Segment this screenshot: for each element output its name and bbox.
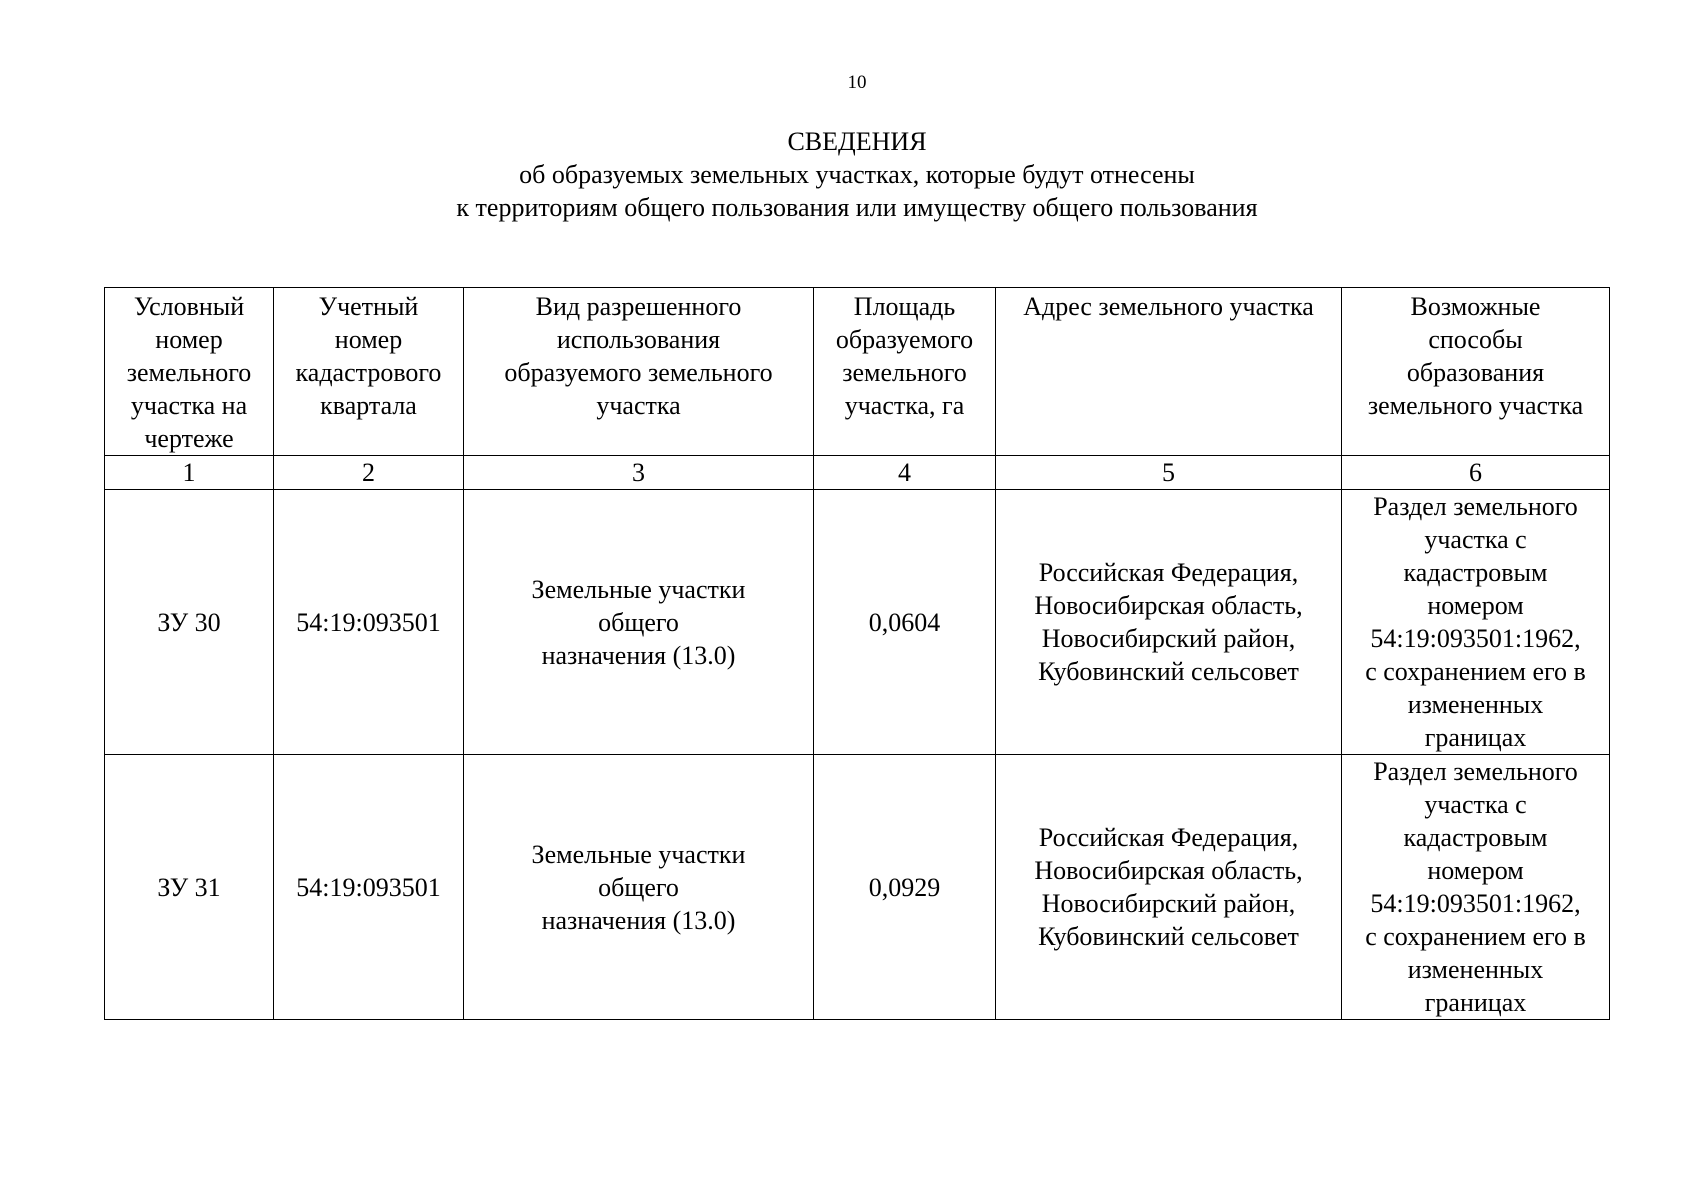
cell-formation-method: [1342, 490, 1610, 755]
cell-text-line: образуемого: [835, 325, 974, 354]
cell-text-line: границах: [1424, 723, 1527, 752]
page-number: 10: [847, 72, 867, 93]
heading-title: СВЕДЕНИЯ: [787, 127, 927, 156]
cell-text-line: земельного: [842, 358, 967, 387]
cell-text-line: земельного участка: [1367, 391, 1584, 420]
cell-area: 0,0604: [814, 490, 996, 755]
column-number-row: [105, 456, 1610, 490]
cell-text-line: кадастровым: [1403, 823, 1548, 852]
cell-text-line: использования: [556, 325, 721, 354]
cell-text-line: Вид разрешенного: [535, 292, 742, 321]
cell-text-line: Возможные: [1410, 292, 1541, 321]
cell-text-line: чертеже: [144, 424, 234, 453]
cell-text-line: назначения (13.0): [541, 905, 736, 935]
cell-text-line: общего: [598, 607, 679, 637]
cell-text-line: Условный: [133, 292, 245, 321]
cell-text-line: участка с: [1424, 790, 1527, 819]
cell-text-line: участка на: [130, 391, 248, 420]
table-row: [105, 755, 1610, 1020]
cell-address: [996, 490, 1342, 755]
heading-subtitle-line-2: к территориям общего пользования или имуществу общего пользования: [456, 193, 1258, 222]
cell-text-line: квартала: [320, 391, 417, 420]
cell-text-line: Раздел земельного: [1373, 757, 1578, 786]
cell-text-line: Российская Федерация,: [1038, 823, 1299, 852]
cell-text-line: кадастровым: [1403, 558, 1548, 587]
cell-cadastral-quarter: 54:19:093501: [274, 490, 464, 755]
cell-cadastral-quarter: 54:19:093501: [274, 755, 464, 1020]
cell-text-line: участка, га: [844, 391, 965, 420]
cell-conditional-number: ЗУ 31: [105, 755, 274, 1020]
cell-text-line: Земельные участки: [531, 574, 746, 604]
cell-conditional-number: ЗУ 30: [105, 490, 274, 755]
cell-permitted-use: [464, 490, 814, 755]
cell-text-line: Учетный: [318, 292, 419, 321]
column-number: 3: [464, 456, 814, 490]
cell-text-line: 54:19:093501:1962,: [1370, 624, 1581, 653]
cell-text-line: Земельные участки: [531, 839, 746, 869]
cell-text-line: номер: [334, 325, 403, 354]
cell-text-line: Новосибирская область,: [1034, 591, 1303, 620]
cell-text-line: Российская Федерация,: [1038, 558, 1299, 587]
column-number: 4: [814, 456, 996, 490]
cell-text-line: Новосибирский район,: [1041, 624, 1296, 653]
column-number: 2: [274, 456, 464, 490]
header-cadastral-quarter: [274, 288, 464, 456]
cell-text-line: общего: [598, 872, 679, 902]
land-plots-table: [104, 287, 1610, 1020]
header-address: [996, 288, 1342, 456]
table-row: [105, 490, 1610, 755]
cell-text-line: измененных: [1407, 955, 1544, 984]
column-number: 1: [105, 456, 274, 490]
cell-text-line: Новосибирский район,: [1041, 889, 1296, 918]
cell-text-line: 54:19:093501:1962,: [1370, 889, 1581, 918]
document-heading: [0, 125, 1697, 224]
cell-text-line: кадастрового: [295, 358, 442, 387]
cell-text-line: образуемого земельного: [504, 358, 773, 387]
cell-text-line: Новосибирская область,: [1034, 856, 1303, 885]
cell-permitted-use: [464, 755, 814, 1020]
cell-text-line: Адрес земельного участка: [1023, 292, 1314, 321]
header-permitted-use: [464, 288, 814, 456]
header-formation-method: [1342, 288, 1610, 456]
cell-text-line: номером: [1427, 856, 1524, 885]
cell-text-line: Площадь: [853, 292, 956, 321]
cell-text-line: участка с: [1424, 525, 1527, 554]
cell-text-line: Кубовинский сельсовет: [1038, 657, 1299, 686]
cell-area: 0,0929: [814, 755, 996, 1020]
header-conditional-number: [105, 288, 274, 456]
cell-text-line: Кубовинский сельсовет: [1038, 922, 1299, 951]
cell-text-line: номером: [1427, 591, 1524, 620]
cell-text-line: участка: [596, 391, 681, 420]
cell-text-line: измененных: [1407, 690, 1544, 719]
heading-subtitle-line-1: об образуемых земельных участках, которые будут отнесены: [519, 160, 1195, 189]
cell-text-line: с сохранением его в: [1365, 922, 1586, 951]
column-number: 5: [996, 456, 1342, 490]
cell-formation-method: [1342, 755, 1610, 1020]
header-area: [814, 288, 996, 456]
table-header-row: [105, 288, 1610, 456]
cell-text-line: образования: [1406, 358, 1545, 387]
column-number: 6: [1342, 456, 1610, 490]
cell-text-line: способы: [1428, 325, 1523, 354]
cell-text-line: назначения (13.0): [541, 640, 736, 670]
cell-text-line: номер: [155, 325, 223, 354]
cell-text-line: с сохранением его в: [1365, 657, 1586, 686]
cell-text-line: Раздел земельного: [1373, 492, 1578, 521]
cell-text-line: границах: [1424, 988, 1527, 1017]
cell-address: [996, 755, 1342, 1020]
cell-text-line: земельного: [126, 358, 252, 387]
